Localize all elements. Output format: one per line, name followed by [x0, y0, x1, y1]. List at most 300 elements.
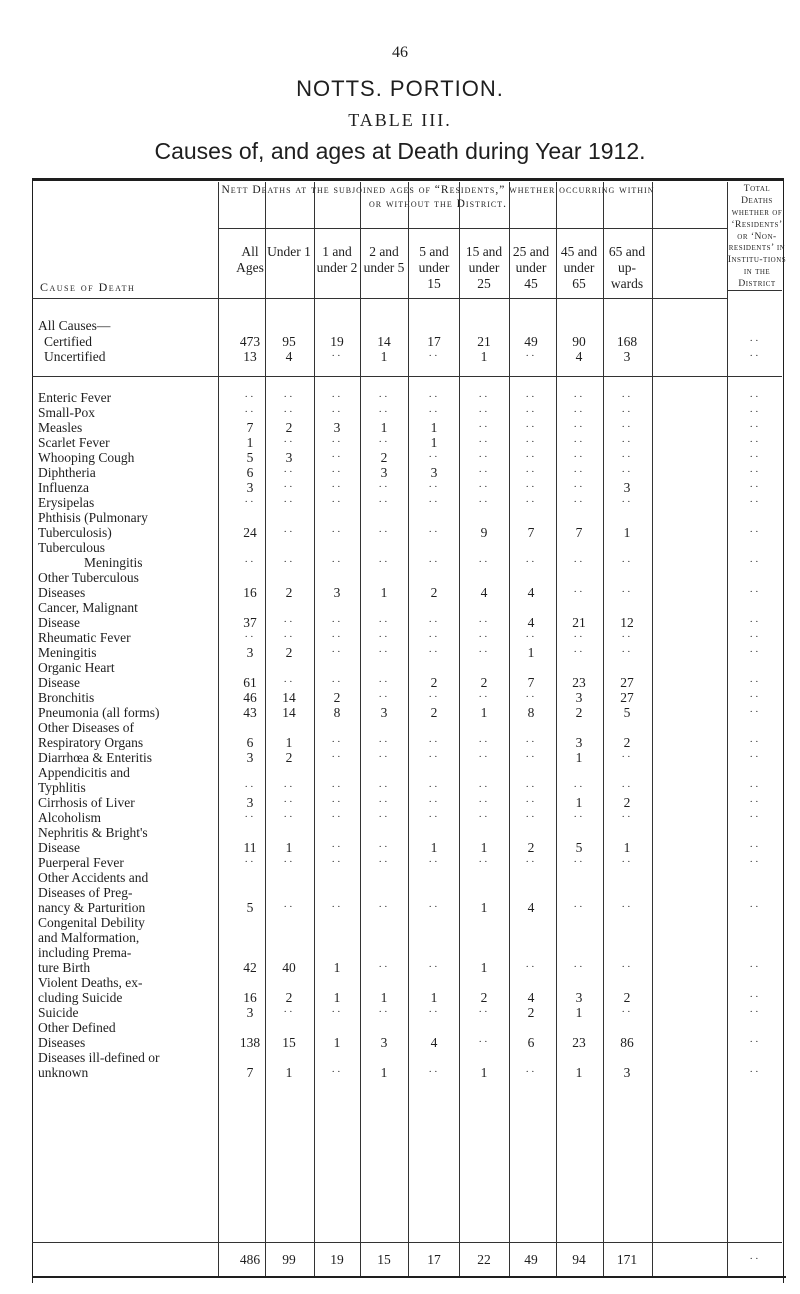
table-cell: ·· [478, 466, 490, 478]
table-cell: 7 [527, 525, 535, 540]
table-cell: 4 [480, 585, 488, 600]
table-cell: ·· [331, 406, 343, 418]
table-cell: ·· [573, 631, 585, 643]
table-cell: 1 [480, 1065, 488, 1080]
table-cell: ·· [331, 436, 343, 448]
table-cell: ·· [749, 616, 761, 628]
table-cell: 1 [246, 435, 254, 450]
table-cell: ·· [378, 646, 390, 658]
table-cell: ·· [283, 406, 295, 418]
row-label: Nephritis & Bright's [38, 825, 148, 840]
table-cell: 8 [527, 705, 535, 720]
table-cell: ·· [244, 781, 256, 793]
table-cell: 1 [333, 960, 341, 975]
table-cell: ·· [244, 556, 256, 568]
age-column-header: 2 and under 5 [363, 244, 405, 276]
table-cell: ·· [331, 526, 343, 538]
table-cell: 13 [243, 349, 257, 364]
row-label: Pneumonia (all forms) [38, 705, 160, 720]
table-bottom-rule [32, 1276, 786, 1278]
table-cell: 3 [246, 480, 254, 495]
table-cell: ·· [749, 901, 761, 913]
table-cell: 1 [430, 840, 438, 855]
row-label: Diseases of Preg- [38, 885, 133, 900]
table-cell: ·· [478, 796, 490, 808]
table-cell: ·· [525, 421, 537, 433]
table-cell: 1 [480, 960, 488, 975]
page-number: 46 [392, 44, 408, 61]
table-cell: 4 [527, 585, 535, 600]
row-label: Cirrhosis of Liver [38, 795, 135, 810]
row-label: Tuberculosis) [38, 525, 112, 540]
row-label: Organic Heart [38, 660, 115, 675]
table-cell: ·· [331, 901, 343, 913]
table-cell: ·· [525, 350, 537, 362]
table-cell: ·· [378, 556, 390, 568]
table-cell: ·· [428, 811, 440, 823]
table-cell: ·· [621, 631, 633, 643]
table-cell: 95 [282, 334, 296, 349]
table-cell: ·· [573, 406, 585, 418]
column-rule [603, 182, 604, 1276]
table-cell: 2 [333, 690, 341, 705]
table-cell: 2 [430, 585, 438, 600]
table-cell: ·· [428, 481, 440, 493]
table-cell: ·· [378, 736, 390, 748]
header-rule [727, 290, 782, 291]
table-cell: 168 [616, 334, 638, 349]
table-cell: ·· [573, 961, 585, 973]
row-label: Appendicitis and [38, 765, 130, 780]
table-cell: ·· [749, 526, 761, 538]
row-label: Disease [38, 675, 80, 690]
table-cell: ·· [478, 631, 490, 643]
table-cell: 27 [620, 675, 634, 690]
table-cell: ·· [525, 631, 537, 643]
table-cell: ·· [378, 676, 390, 688]
table-cell: ·· [478, 646, 490, 658]
table-cell: ·· [749, 1006, 761, 1018]
table-cell: ·· [378, 1006, 390, 1018]
table-cell: ·· [378, 961, 390, 973]
table-cell: 43 [243, 705, 257, 720]
table-cell: 1 [575, 750, 583, 765]
row-label: ture Birth [38, 960, 91, 975]
table-cell: ·· [749, 421, 761, 433]
table-cell: ·· [749, 961, 761, 973]
table-cell: ·· [749, 391, 761, 403]
column-rule [218, 182, 219, 1276]
table-cell: ·· [331, 391, 343, 403]
table-cell: 17 [427, 334, 441, 349]
age-column-header: 25 and under 45 [512, 244, 550, 292]
table-cell: ·· [525, 781, 537, 793]
age-group-span-header: Nett Deaths at the subjoined ages of “Residents,” whether occurring within or without the District. [221, 184, 655, 210]
table-cell: 16 [243, 585, 257, 600]
table-cell: 7 [527, 675, 535, 690]
table-cell: ·· [244, 631, 256, 643]
table-cell: ·· [244, 406, 256, 418]
table-cell: ·· [478, 436, 490, 448]
row-label: Enteric Fever [38, 390, 112, 405]
table-cell: ·· [749, 781, 761, 793]
table-cell: 1 [285, 735, 293, 750]
table-cell: ·· [378, 691, 390, 703]
table-cell: ·· [331, 646, 343, 658]
row-label: Violent Deaths, ex- [38, 975, 143, 990]
table-cell: 2 [430, 705, 438, 720]
table-cell: ·· [283, 676, 295, 688]
table-cell: ·· [621, 901, 633, 913]
table-cell: 37 [243, 615, 257, 630]
table-cell: ·· [378, 901, 390, 913]
age-column-header: 65 and up-wards [608, 244, 646, 292]
table-cell: 42 [243, 960, 257, 975]
row-label: Rheumatic Fever [38, 630, 131, 645]
table-cell: 1 [623, 840, 631, 855]
table-cell: ·· [331, 556, 343, 568]
table-cell: ·· [331, 811, 343, 823]
table-cell: 2 [430, 675, 438, 690]
table-cell: ·· [478, 1006, 490, 1018]
total-cell: 22 [477, 1252, 491, 1267]
column-rule [459, 182, 460, 1276]
row-label: Other Defined [38, 1020, 116, 1035]
table-cell: 1 [575, 1065, 583, 1080]
table-cell: ·· [478, 736, 490, 748]
table-cell: 7 [246, 1065, 254, 1080]
table-cell: 14 [377, 334, 391, 349]
table-cell: 8 [333, 705, 341, 720]
table-cell: 3 [380, 705, 388, 720]
table-cell: ·· [331, 796, 343, 808]
column-rule [727, 182, 728, 1276]
table-cell: ·· [621, 961, 633, 973]
table-cell: ·· [525, 556, 537, 568]
row-label: Meningitis [84, 555, 143, 570]
table-cell: ·· [428, 451, 440, 463]
table-cell: ·· [428, 526, 440, 538]
table-cell: ·· [378, 616, 390, 628]
row-label: Alcoholism [38, 810, 101, 825]
table-cell: 86 [620, 1035, 634, 1050]
table-cell: ·· [749, 1036, 761, 1048]
table-cell: ·· [525, 391, 537, 403]
table-cell: ·· [573, 586, 585, 598]
table-cell: ·· [478, 1036, 490, 1048]
table-cell: ·· [428, 496, 440, 508]
table-cell: ·· [478, 556, 490, 568]
row-label: Bronchitis [38, 690, 95, 705]
table-cell: ·· [525, 691, 537, 703]
row-label: Other Accidents and [38, 870, 149, 885]
table-cell: ·· [749, 706, 761, 718]
table-cell: ·· [749, 646, 761, 658]
table-cell: ·· [478, 496, 490, 508]
table-cell: 1 [430, 420, 438, 435]
table-cell: 5 [246, 450, 254, 465]
table-cell: ·· [749, 796, 761, 808]
row-label: Cancer, Malignant [38, 600, 138, 615]
table-cell: ·· [621, 466, 633, 478]
table-cell: ·· [428, 751, 440, 763]
table-cell: ·· [621, 751, 633, 763]
column-rule [408, 182, 409, 1276]
row-label: All Causes— [38, 318, 111, 333]
table-cell: 2 [285, 585, 293, 600]
table-cell: ·· [749, 451, 761, 463]
table-cell: ·· [283, 796, 295, 808]
row-label: Whooping Cough [38, 450, 135, 465]
table-cell: ·· [749, 556, 761, 568]
row-label: Scarlet Fever [38, 435, 110, 450]
table-subtitle: Causes of, and ages at Death during Year 1912. [154, 138, 646, 164]
table-cell: 23 [572, 1035, 586, 1050]
table-cell: ·· [283, 556, 295, 568]
table-cell: 3 [246, 1005, 254, 1020]
table-cell: 1 [380, 349, 388, 364]
table-cell: ·· [749, 991, 761, 1003]
table-cell: ·· [573, 856, 585, 868]
table-cell: 5 [575, 840, 583, 855]
row-label: Diarrhœa & Enteritis [38, 750, 152, 765]
table-cell: ·· [573, 436, 585, 448]
table-cell: ·· [378, 841, 390, 853]
table-cell: ·· [573, 811, 585, 823]
table-cell: ·· [428, 796, 440, 808]
table-cell: ·· [428, 1006, 440, 1018]
row-label: nancy & Parturition [38, 900, 146, 915]
table-cell: ·· [283, 436, 295, 448]
table-cell: ·· [573, 901, 585, 913]
table-cell: ·· [525, 811, 537, 823]
table-cell: 3 [333, 585, 341, 600]
table-cell: 4 [527, 900, 535, 915]
table-cell: ·· [331, 481, 343, 493]
table-cell: 21 [572, 615, 586, 630]
table-cell: 138 [239, 1035, 261, 1050]
table-cell: ·· [749, 751, 761, 763]
table-cell: ·· [749, 811, 761, 823]
row-label: Diseases ill-defined or [38, 1050, 160, 1065]
table-cell: ·· [283, 616, 295, 628]
table-cell: ·· [428, 406, 440, 418]
table-cell: 4 [285, 349, 293, 364]
table-cell: ·· [621, 856, 633, 868]
table-cell: 1 [380, 585, 388, 600]
table-cell: ·· [573, 646, 585, 658]
table-cell: ·· [378, 796, 390, 808]
table-cell: 3 [380, 1035, 388, 1050]
table-cell: ·· [283, 466, 295, 478]
table-cell: ·· [573, 496, 585, 508]
table-cell: ·· [428, 691, 440, 703]
table-cell: ·· [525, 751, 537, 763]
table-cell: 1 [480, 349, 488, 364]
table-cell: ·· [525, 856, 537, 868]
table-cell: 40 [282, 960, 296, 975]
table-cell: 2 [527, 840, 535, 855]
table-cell: ·· [378, 781, 390, 793]
table-cell: ·· [573, 781, 585, 793]
table-cell: ·· [749, 691, 761, 703]
table-cell: ·· [621, 421, 633, 433]
table-cell: 5 [246, 900, 254, 915]
age-column-header: All Ages [236, 244, 264, 276]
page-title: NOTTS. PORTION. [296, 76, 504, 101]
table-cell: ·· [749, 841, 761, 853]
age-column-header: 5 and under 15 [418, 244, 450, 292]
table-cell: ·· [331, 751, 343, 763]
table-cell: ·· [428, 1066, 440, 1078]
row-label: Diphtheria [38, 465, 96, 480]
table-cell: ·· [283, 856, 295, 868]
table-cell: ·· [428, 781, 440, 793]
row-label: Disease [38, 840, 80, 855]
table-cell: ·· [478, 691, 490, 703]
row-label: Certified [44, 334, 92, 349]
table-cell: ·· [621, 586, 633, 598]
row-label: Diseases [38, 585, 86, 600]
column-rule [652, 182, 653, 1276]
table-cell: 1 [623, 525, 631, 540]
table-cell: 21 [477, 334, 491, 349]
table-cell: ·· [621, 781, 633, 793]
table-cell: ·· [749, 676, 761, 688]
table-cell: ·· [621, 646, 633, 658]
table-cell: ·· [283, 496, 295, 508]
table-cell: ·· [621, 556, 633, 568]
table-cell: 3 [430, 465, 438, 480]
total-cell: 486 [239, 1252, 261, 1267]
table-cell: ·· [525, 961, 537, 973]
table-cell: 3 [285, 450, 293, 465]
total-cell: 171 [616, 1252, 638, 1267]
total-cell: 99 [282, 1252, 296, 1267]
table-cell: ·· [331, 451, 343, 463]
table-cell: 2 [623, 795, 631, 810]
table-cell: ·· [428, 350, 440, 362]
row-label: and Malformation, [38, 930, 140, 945]
row-label: Erysipelas [38, 495, 95, 510]
table-cell: 19 [330, 334, 344, 349]
table-cell: ·· [378, 436, 390, 448]
table-cell: ·· [428, 616, 440, 628]
table-cell: 3 [246, 645, 254, 660]
table-cell: 3 [246, 795, 254, 810]
table-cell: ·· [749, 631, 761, 643]
table-cell: ·· [428, 856, 440, 868]
table-cell: 2 [623, 735, 631, 750]
table-cell: ·· [478, 481, 490, 493]
table-cell: 24 [243, 525, 257, 540]
table-cell: ·· [573, 556, 585, 568]
table-cell: 2 [575, 705, 583, 720]
table-cell: 14 [282, 705, 296, 720]
table-cell: 1 [430, 990, 438, 1005]
table-cell: ·· [749, 350, 761, 362]
table-cell: 2 [285, 645, 293, 660]
table-cell: ·· [244, 856, 256, 868]
table-cell: 3 [246, 750, 254, 765]
table-cell: ·· [428, 901, 440, 913]
table-cell: ·· [749, 736, 761, 748]
table-cell: 2 [285, 750, 293, 765]
table-cell: 2 [380, 450, 388, 465]
table-cell: 6 [246, 465, 254, 480]
header-rule [218, 228, 727, 229]
table-cell: ·· [244, 811, 256, 823]
table-cell: ·· [573, 451, 585, 463]
table-cell: ·· [621, 451, 633, 463]
table-cell: ·· [573, 466, 585, 478]
table-cell: ·· [331, 616, 343, 628]
table-cell: 4 [430, 1035, 438, 1050]
section-rule [32, 376, 782, 377]
row-label: Other Diseases of [38, 720, 134, 735]
table-cell: ·· [331, 631, 343, 643]
table-cell: 6 [527, 1035, 535, 1050]
table-cell: 1 [380, 1065, 388, 1080]
total-cell: 15 [377, 1252, 391, 1267]
table-cell: 6 [246, 735, 254, 750]
table-cell: 1 [575, 1005, 583, 1020]
total-cell: 49 [524, 1252, 538, 1267]
table-cell: ·· [478, 616, 490, 628]
table-cell: ·· [378, 496, 390, 508]
table-cell: ·· [525, 436, 537, 448]
table-cell: ·· [573, 481, 585, 493]
table-cell: 1 [333, 1035, 341, 1050]
table-cell: ·· [331, 1066, 343, 1078]
cause-column-header: Cause of Death [40, 280, 136, 294]
table-cell: ·· [525, 1066, 537, 1078]
table-cell: 49 [524, 334, 538, 349]
table-cell: 46 [243, 690, 257, 705]
table-cell: ·· [283, 781, 295, 793]
table-cell: ·· [525, 466, 537, 478]
table-cell: 1 [380, 420, 388, 435]
table-cell: 3 [333, 420, 341, 435]
table-cell: ·· [749, 466, 761, 478]
total-cell: 94 [572, 1252, 586, 1267]
table-cell: ·· [378, 526, 390, 538]
row-label: Other Tuberculous [38, 570, 139, 585]
table-cell: ·· [525, 496, 537, 508]
table-cell: 1 [380, 990, 388, 1005]
table-cell: ·· [621, 1006, 633, 1018]
table-cell: ·· [283, 481, 295, 493]
table-cell: 7 [246, 420, 254, 435]
total-cell: 17 [427, 1252, 441, 1267]
table-cell: ·· [331, 466, 343, 478]
table-cell: ·· [428, 961, 440, 973]
table-cell: ·· [283, 901, 295, 913]
table-cell: 2 [285, 420, 293, 435]
table-cell: ·· [749, 406, 761, 418]
table-cell: ·· [378, 481, 390, 493]
row-label: Respiratory Organs [38, 735, 144, 750]
table-cell: ·· [478, 781, 490, 793]
table-cell: 9 [480, 525, 488, 540]
table-cell: ·· [378, 391, 390, 403]
table-cell: ·· [331, 856, 343, 868]
row-label: Influenza [38, 480, 89, 495]
table-cell: 3 [575, 690, 583, 705]
table-cell: ·· [478, 751, 490, 763]
table-cell: 2 [285, 990, 293, 1005]
table-label: TABLE III. [348, 110, 452, 130]
